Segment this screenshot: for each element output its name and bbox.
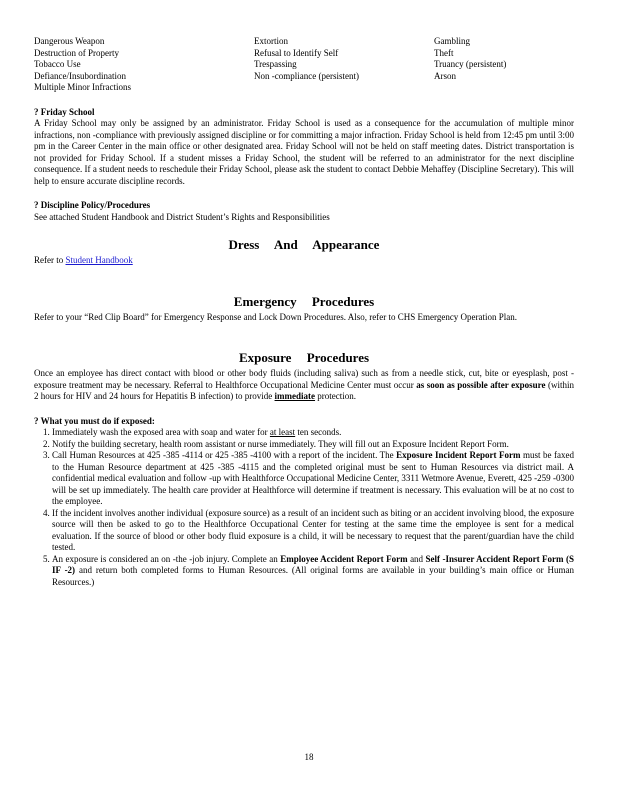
step-bold: Employee Accident Report Form — [280, 553, 408, 564]
discipline-body: See attached Student Handbook and District Student’s Rights and Responsibilities — [34, 211, 330, 222]
offense-item: Trespassing — [254, 59, 297, 69]
offense-list — [34, 36, 574, 94]
friday-school-body: A Friday School may only be assigned by an administrator. Friday School is used as a consequence for the accumulation of multiple minor infractions, non -compliance with previously assigned discipline or for committing a major infraction. Friday School is held from 12:45 pm until 3:00 pm in the Career Center in the main office or other designated area. Friday School will not be held on staff meeting dates. District transportation is not provided for Friday School. If a student misses a Friday School, the student will be referred to an administrator for the next discipline consequence. If a student needs to reschedule their Friday School, please ask the student to contact Debbie Mehaffey (Discipline Secretary). This will help to ensure accurate discipline records. — [34, 118, 574, 186]
offense-item: Arson — [434, 70, 456, 81]
dress-title: Dress And Appearance — [228, 237, 380, 252]
exposure-step — [52, 439, 574, 451]
exposure-intro-bold: as soon as possible after exposure — [416, 379, 546, 390]
friday-school-heading: ? Friday School — [34, 106, 95, 117]
document-page — [34, 36, 574, 588]
offense-item: Extortion — [254, 36, 288, 46]
offense-item: Theft — [434, 47, 454, 58]
offense-item: Non -compliance (persistent) — [254, 70, 359, 81]
offense-item: Refusal to Identify Self — [254, 47, 339, 58]
step-bold: Exposure Incident Report Form — [396, 450, 521, 460]
exposure-steps-heading: ? What you must do if exposed: — [34, 415, 155, 426]
offense-item: Truancy (persistent) — [434, 59, 507, 69]
step-bold-2: Self -Insurer Accident Report Form (S IF -2) — [52, 553, 574, 575]
step-underline: at least — [269, 427, 296, 437]
dress-refer-prefix: Refer to — [34, 255, 64, 265]
exposure-intro-underline: immediate — [274, 391, 316, 401]
exposure-intro — [34, 368, 574, 403]
offense-item: Tobacco Use — [34, 59, 81, 69]
emergency-title: Emergency Procedures — [233, 293, 375, 309]
step-text-end: must be faxed to the Human Resource department at 425 -385 -4115 and the completed original must be sent to Human Resources via district mail. A confidential medical evaluation and follow -up with Healthforce Occupational Medicine Center, 3311 Wetmore Avenue, Everett, 425 -259 -0300 will be set up immediately. The health care provider at Healthforce will determine if treatment is necessary. This evaluation will be at no cost to the employee. — [52, 450, 574, 506]
exposure-intro-end: protection. — [317, 391, 357, 401]
page-number: 18 — [304, 752, 314, 762]
step-text: Notify the building secretary, health room assistant or nurse immediately. They will fill out an Exposure Incident Report Form. — [52, 438, 509, 449]
exposure-title: Exposure Procedures — [238, 350, 370, 365]
exposure-step — [52, 508, 574, 554]
discipline-heading: ? Discipline Policy/Procedures — [34, 200, 151, 210]
offense-item: Defiance/Insubordination — [34, 70, 126, 81]
exposure-step — [52, 427, 574, 439]
exposure-intro-text: Once an employee has direct contact with blood or other body fluids (including saliva) such as from a needle stick, cut, bite or eyesplash, post -exposure treatment may be necessary. Referral to Healthforce Occupational Medicine Center must occur — [34, 368, 574, 390]
step-text-end: and return both completed forms to Human Resources. (All original forms are available in your building’s main office or Human Resources.) — [52, 565, 574, 587]
emergency-body: Refer to your “Red Clip Board” for Emergency Response and Lock Down Procedures. Also, refer to CHS Emergency Operation Plan. — [34, 311, 518, 322]
step-text: Immediately wash the exposed area with soap and water for — [52, 427, 268, 437]
offense-item: Multiple Minor Infractions — [34, 82, 131, 92]
step-text-mid: and — [410, 553, 424, 564]
exposure-step — [52, 450, 574, 508]
offense-item: Gambling — [434, 36, 470, 46]
step-text-end: ten seconds. — [297, 427, 342, 437]
step-text: If the incident involves another individual (exposure source) as a result of an incident such as biting or an accident involving blood, the exposure source will then be asked to go to the Healthforce Occupational Center for testing at the same time the employee is sent for a medical evaluation. If the source of blood or other body fluid exposure is a child, it will be necessary to request that the parent/guardian have the child tested. — [52, 507, 574, 552]
student-handbook-link[interactable]: Student Handbook — [65, 255, 133, 265]
exposure-intro-text-2: (within 2 hours for HIV and 24 hours for Hepatitis B infection) to provide — [34, 379, 574, 401]
offense-item: Dangerous Weapon — [34, 36, 105, 46]
exposure-steps-list — [34, 427, 574, 588]
dress-refer-line — [34, 255, 574, 267]
step-text: Call Human Resources at 425 -385 -4114 or 425 -385 -4100 with a report of the incident. The — [52, 450, 394, 460]
step-text: An exposure is considered an on -the -job injury. Complete an — [52, 553, 278, 564]
offense-item: Destruction of Property — [34, 47, 119, 58]
exposure-step — [52, 554, 574, 589]
